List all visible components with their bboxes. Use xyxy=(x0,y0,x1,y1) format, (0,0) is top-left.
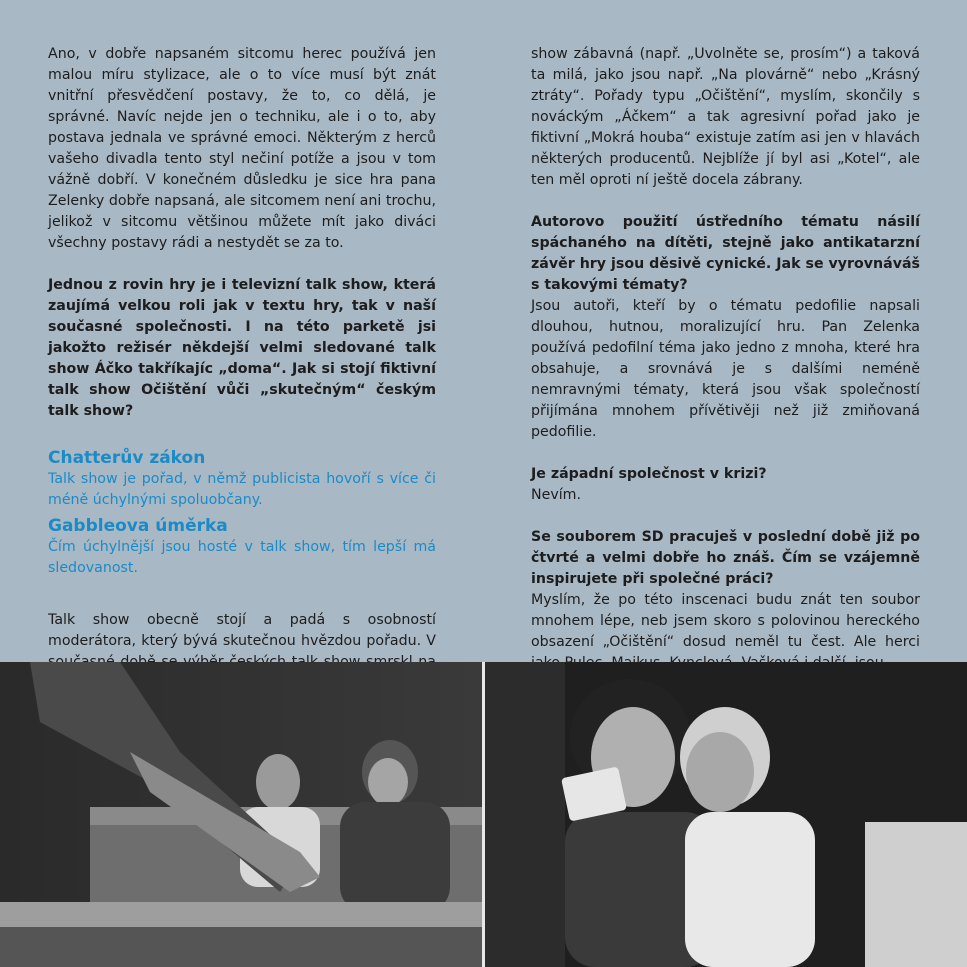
stage-photo-right xyxy=(485,662,967,967)
sidebar-box xyxy=(48,447,436,579)
question-paragraph: Jednou z rovin hry je i televizní talk show, která zaujímá velkou roli jak v textu hry, tak v naší současné společnosti. I na této parketě jsi jakožto režisér někdejší velmi sledované talk show Áčko takříkajíc „doma“. Jak si stojí fiktivní talk show Očištění vůči „skutečným“ českým talk show? xyxy=(48,277,436,419)
question-paragraph: Je západní společnost v krizi? xyxy=(531,466,767,482)
answer-paragraph: show zábavná (např. „Uvolněte se, prosím“) a taková ta milá, jako jsou např. „Na plovárně“ nebo „Krásný ztráty“. Pořady typu „Očištění“, myslím, skončily s nováckým „Áčkem“ a tak agresivní pořad jako je fiktivní „Mokrá houba“ existuje zatím asi jen v hlavách některých producentů. Nejblíže jí byl asi „Kotel“, ale ten měl oproti ní ještě docela zábrany. xyxy=(531,46,920,188)
right-column xyxy=(531,44,920,674)
box-text-1: Talk show je pořad, v němž publicista hovoří s více či méně úchylnými spoluobčany. xyxy=(48,471,436,508)
answer-paragraph: Talk show obecně stojí a padá s osobností moderátora, který bývá skutečnou hvězdou pořadu. V xyxy=(48,612,436,649)
answer-paragraph: Jsou autoři, kteří by o tématu pedofilie napsali dlouhou, hutnou, moralizující hru. Pan Zelenka používá pedofilní téma jako jedno z mnoha, které hra obsahuje, a srovnává je s dalšími neméně nemravnými tématy, která jsou však společností přijímána mnohem přívětivěji než již zmiňovaná pedofilie. xyxy=(531,298,920,440)
box-heading-2: Gabbleova úměrka xyxy=(48,516,228,536)
answer-paragraph: Nevím. xyxy=(531,487,582,503)
question-paragraph: Autorovo použití ústředního tématu násilí spáchaného na dítěti, stejně jako antikatarzní závěr hry jsou děsivě cynické. Jak se vyrovnáváš s takovými tématy? xyxy=(531,214,920,293)
left-column xyxy=(48,44,436,694)
photo-strip xyxy=(0,662,967,967)
box-heading-1: Chatterův zákon xyxy=(48,448,206,468)
answer-paragraph: Ano, v dobře napsaném sitcomu herec používá jen malou míru stylizace, ale o to více musí být znát vnitřní přesvědčení postavy, že to, co dělá, je správné. Navíc nejde jen o techniku, ale i o to, aby postava jednala ve správné emoci. Některým z herců vašeho divadla tento styl nečiní potíže a jsou v tom vážně dobří. V konečném důsledku je sice hra pana Zelenky dobře napsaná, ale sitcomem není ani trochu, jelikož v sitcomu většinou můžete mít jako diváci všechny postavy rádi a nestydět se za to. xyxy=(48,46,436,251)
answer-paragraph: Myslím, že po této inscenaci budu znát ten soubor mnohem lépe, neb jsem skoro s polovinou hereckého obsazení „Očištění“ dosud neměl tu čest. Ale herci xyxy=(531,592,920,650)
question-paragraph: Se souborem SD pracuješ v poslední době již po čtvrté a velmi dobře ho znáš. Čím se vzájemně inspirujete při společné práci? xyxy=(531,529,920,587)
box-text-2: Čím úchylnější jsou hosté v talk show, tím lepší má sledovanost. xyxy=(48,539,436,576)
stage-photo-left xyxy=(0,662,482,967)
